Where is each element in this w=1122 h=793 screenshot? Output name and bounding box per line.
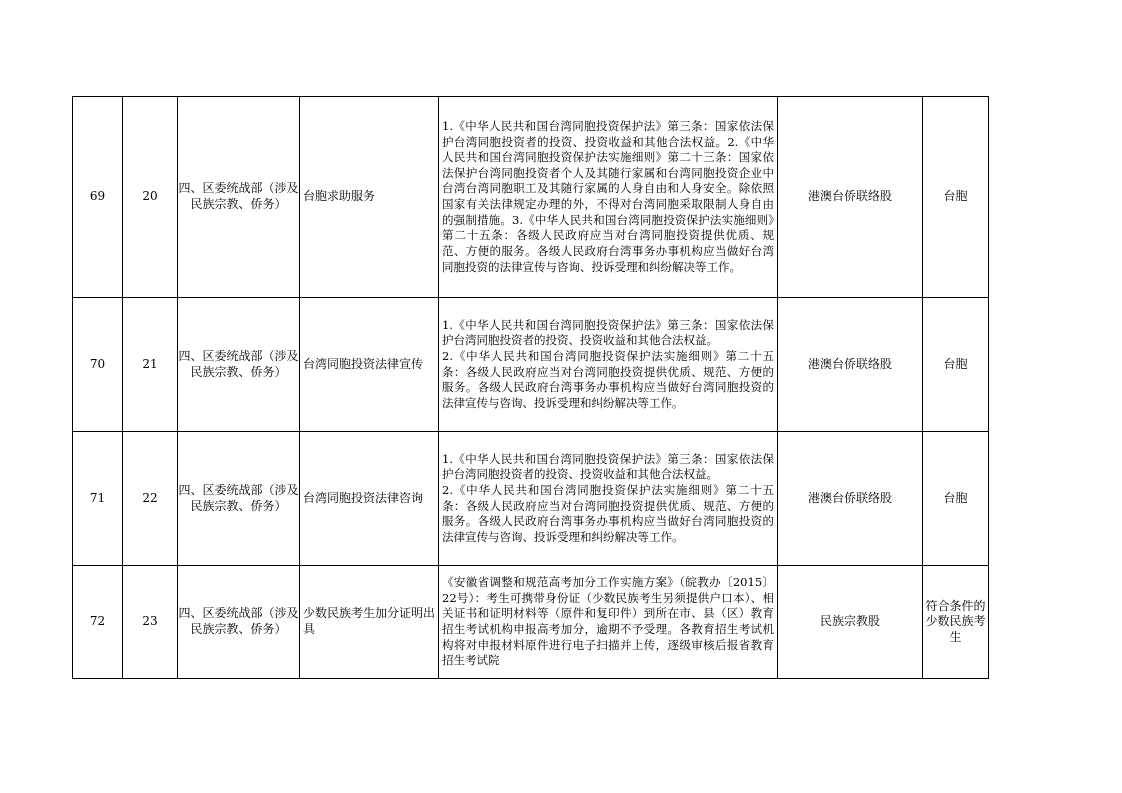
responsible-unit-cell: 港澳台侨联络股 bbox=[778, 432, 923, 566]
department-cell: 四、区委统战部（涉及民族宗教、侨务） bbox=[178, 566, 300, 679]
responsible-unit-cell: 港澳台侨联络股 bbox=[778, 298, 923, 432]
department-cell: 四、区委统战部（涉及民族宗教、侨务） bbox=[178, 97, 300, 298]
service-target-cell: 台胞 bbox=[923, 97, 989, 298]
seq-cell: 69 bbox=[73, 97, 123, 298]
responsible-unit-cell: 港澳台侨联络股 bbox=[778, 97, 923, 298]
service-name-cell: 台湾同胞投资法律咨询 bbox=[300, 432, 439, 566]
seq-cell: 70 bbox=[73, 298, 123, 432]
legal-basis-paragraph: 《安徽省调整和规范高考加分工作实施方案》（皖教办〔2015〕22号）：考生可携带身份证（少数民族考生另须提供户口本）、相关证书和证明材料等（原件和复印件）到所在市、县（区）教育招生考试机构申报高考加分，逾期不予受理。各教育招生考试机构将对申报材料原件进行电子扫描并上传，逐级审核后报省教育招生考试院 bbox=[442, 575, 774, 668]
department-cell: 四、区委统战部（涉及民族宗教、侨务） bbox=[178, 432, 300, 566]
service-target-cell: 符合条件的少数民族考生 bbox=[923, 566, 989, 679]
sub-seq-cell: 21 bbox=[123, 298, 178, 432]
sub-seq-cell: 20 bbox=[123, 97, 178, 298]
department-cell: 四、区委统战部（涉及民族宗教、侨务） bbox=[178, 298, 300, 432]
legal-basis-cell bbox=[439, 298, 778, 432]
seq-cell: 72 bbox=[73, 566, 123, 679]
legal-basis-paragraph: 2.《中华人民共和国台湾同胞投资保护法实施细则》第二十五条：各级人民政府应当对台湾同胞投资提供优质、规范、方便的服务。各级人民政府台湾事务办事机构应当做好台湾同胞投资的法律宣传与咨询、投诉受理和纠纷解决等工作。 bbox=[442, 482, 774, 544]
table-row bbox=[73, 97, 989, 298]
legal-basis-paragraph: 2.《中华人民共和国台湾同胞投资保护法实施细则》第二十五条：各级人民政府应当对台湾同胞投资提供优质、规范、方便的服务。各级人民政府台湾事务办事机构应当做好台湾同胞投资的法律宣传与咨询、投诉受理和纠纷解决等工作。 bbox=[442, 348, 774, 410]
legal-basis-paragraph: 1.《中华人民共和国台湾同胞投资保护法》第三条：国家依法保护台湾同胞投资者的投资、投资收益和其他合法权益。 bbox=[442, 451, 774, 482]
service-list-table bbox=[72, 96, 989, 679]
legal-basis-cell bbox=[439, 97, 778, 298]
legal-basis-cell bbox=[439, 566, 778, 679]
responsible-unit-cell: 民族宗教股 bbox=[778, 566, 923, 679]
table-row bbox=[73, 298, 989, 432]
sub-seq-cell: 23 bbox=[123, 566, 178, 679]
table-row bbox=[73, 432, 989, 566]
table-row bbox=[73, 566, 989, 679]
legal-basis-paragraph: 1.《中华人民共和国台湾同胞投资保护法》第三条：国家依法保护台湾同胞投资者的投资、投资收益和其他合法权益。2.《中华人民共和国台湾同胞投资保护法实施细则》第二十三条：国家依法保护台湾同胞投资者个人及其随行家属和台湾同胞投资企业中台湾台湾同胞职工及其随行家属的人身自由和人身安全。除依照国家有关法律规定办理的外，不得对台湾同胞采取限制人身自由的强制措施。3.《中华人民共和国台湾同胞投资保护法实施细则》第二十五条：各级人民政府应当对台湾同胞投资提供优质、规范、方便的服务。各级人民政府台湾事务办事机构应当做好台湾同胞投资的法律宣传与咨询、投诉受理和纠纷解决等工作。 bbox=[442, 118, 774, 274]
service-name-cell: 台湾同胞投资法律宣传 bbox=[300, 298, 439, 432]
service-name-cell: 少数民族考生加分证明出具 bbox=[300, 566, 439, 679]
service-name-cell: 台胞求助服务 bbox=[300, 97, 439, 298]
legal-basis-cell bbox=[439, 432, 778, 566]
sub-seq-cell: 22 bbox=[123, 432, 178, 566]
service-target-cell: 台胞 bbox=[923, 432, 989, 566]
seq-cell: 71 bbox=[73, 432, 123, 566]
legal-basis-paragraph: 1.《中华人民共和国台湾同胞投资保护法》第三条：国家依法保护台湾同胞投资者的投资、投资收益和其他合法权益。 bbox=[442, 317, 774, 348]
service-target-cell: 台胞 bbox=[923, 298, 989, 432]
